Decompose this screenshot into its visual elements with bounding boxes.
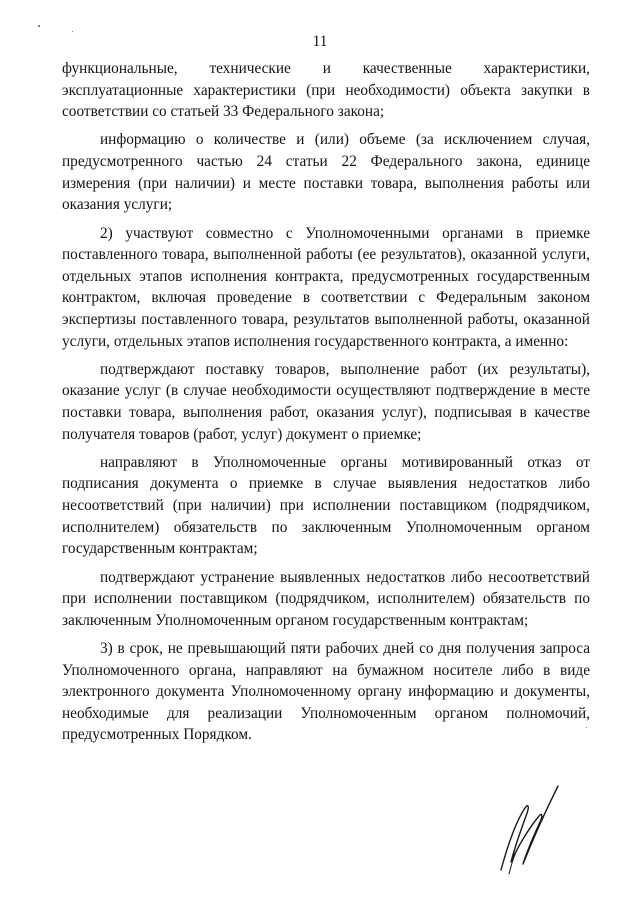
page-number: 11: [312, 33, 328, 50]
paragraph-characteristics: функциональные, технические и качественные характеристики, эксплуатационные характеристики (при необходимости) объекта закупки в соответствии со статьей 33 Федерального закона;: [62, 60, 590, 121]
document-body: [62, 58, 590, 753]
paragraph-confirm-delivery: подтверждают поставку товаров, выполнение работ (их результаты), оказание услуг (в случае необходимости осуществляют подтверждение в месте поставки товара, выполнения работ, оказания услуг), подписывая в качестве получателя товаров (работ, услуг) документ о приемке;: [62, 360, 590, 443]
paragraph-item-2-acceptance: 2) участвуют совместно с Уполномоченными органами в приемке поставленного товара, выполненной работы (ее результатов), оказанной услуги, отдельных этапов исполнения контракта, предусмотренных государственным контрактом, включая проведение в соответствии с Федеральным законом экспертизы поставленного товара, результатов выполненной работы, оказанной услуги, отдельных этапов исполнения государственного контракта, а именно:: [62, 224, 590, 350]
paragraph-confirm-elimination: подтверждают устранение выявленных недостатков либо несоответствий при исполнении поставщиком (подрядчиком, исполнителем) обязательств по заключенным Уполномоченным органом государственным контрактам;: [62, 568, 590, 629]
handwritten-signature: [495, 778, 565, 878]
scan-speck: [72, 31, 73, 32]
paragraph-item-3-documents: 3) в срок, не превышающий пяти рабочих дней со дня получения запроса Уполномоченного органа, направляют на бумажном носителе либо в виде электронного документа Уполномоченному органу информацию и документы, необходимые для реализации Уполномоченным органом полномочий, предусмотренных Порядком.: [62, 639, 590, 744]
paragraph-motivated-refusal: направляют в Уполномоченные органы мотивированный отказ от подписания документа о приемке в случае выявления недостатков либо несоответствий (при наличии) при исполнении поставщиком (подрядчиком, исполнителем) обязательств по заключенным Уполномоченным органом государственным контрактам;: [62, 453, 590, 558]
scan-speck: [38, 25, 40, 27]
paragraph-quantity-info: информацию о количестве и (или) объеме (за исключением случая, предусмотренного частью 24 статьи 22 Федерального закона, единице измерения (при наличии) и месте поставки товара, выполнения работы или оказания услуги;: [62, 131, 590, 214]
